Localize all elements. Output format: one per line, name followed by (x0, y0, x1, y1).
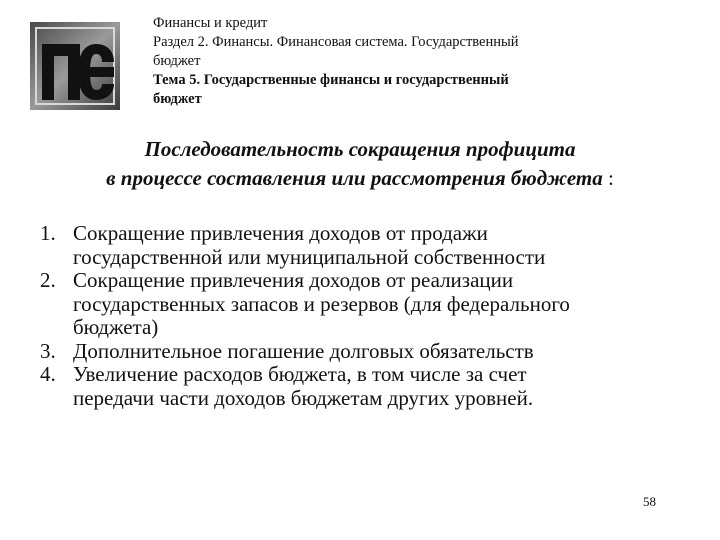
institution-logo-icon (30, 22, 120, 110)
course-name: Финансы и кредит (153, 15, 268, 31)
list-item (40, 269, 680, 340)
numbered-list (40, 222, 680, 410)
slide-title (40, 135, 680, 193)
slide-title-line2 (40, 164, 680, 193)
list-item-text (73, 269, 680, 340)
list-item-number: 2. (40, 268, 56, 292)
section-title-line2: бюджет (153, 53, 201, 69)
slide-header (153, 14, 673, 109)
list-item (40, 363, 680, 410)
slide-title-colon: : (602, 166, 614, 190)
page-number: 58 (643, 494, 656, 509)
list-item-line: бюджета) (73, 315, 159, 339)
slide-title-line2-text: в процессе составления или рассмотрения бюджета (106, 166, 603, 190)
list-item-line: государственной или муниципальной собственности (73, 244, 546, 269)
topic-title-line2: бюджет (153, 91, 202, 107)
list-item-text (73, 363, 680, 410)
list-item-number: 4. (40, 362, 56, 386)
list-item-number: 1. (40, 221, 56, 245)
list-item (40, 222, 680, 269)
list-item-line: передачи части доходов бюджетам других уровней. (73, 385, 534, 410)
topic-title-line1: Тема 5. Государственные финансы и государственный (153, 72, 509, 88)
slide-title-line1: Последовательность сокращения профицита (144, 137, 576, 161)
list-item-text (73, 222, 680, 269)
list-item-line: государственных запасов и резервов (для федерального (73, 291, 570, 316)
list-item-text (73, 340, 680, 364)
list-item-line: Сокращение привлечения доходов от реализации (73, 268, 514, 292)
section-title-line1: Раздел 2. Финансы. Финансовая система. Государственный (153, 34, 519, 50)
list-item-line: Дополнительное погашение долговых обязательств (73, 338, 534, 363)
list-item (40, 340, 680, 364)
list-item-line: Увеличение расходов бюджета, в том числе за счет (73, 362, 527, 386)
list-item-number: 3. (40, 338, 56, 363)
list-item-line: Сокращение привлечения доходов от продажи (73, 221, 488, 245)
